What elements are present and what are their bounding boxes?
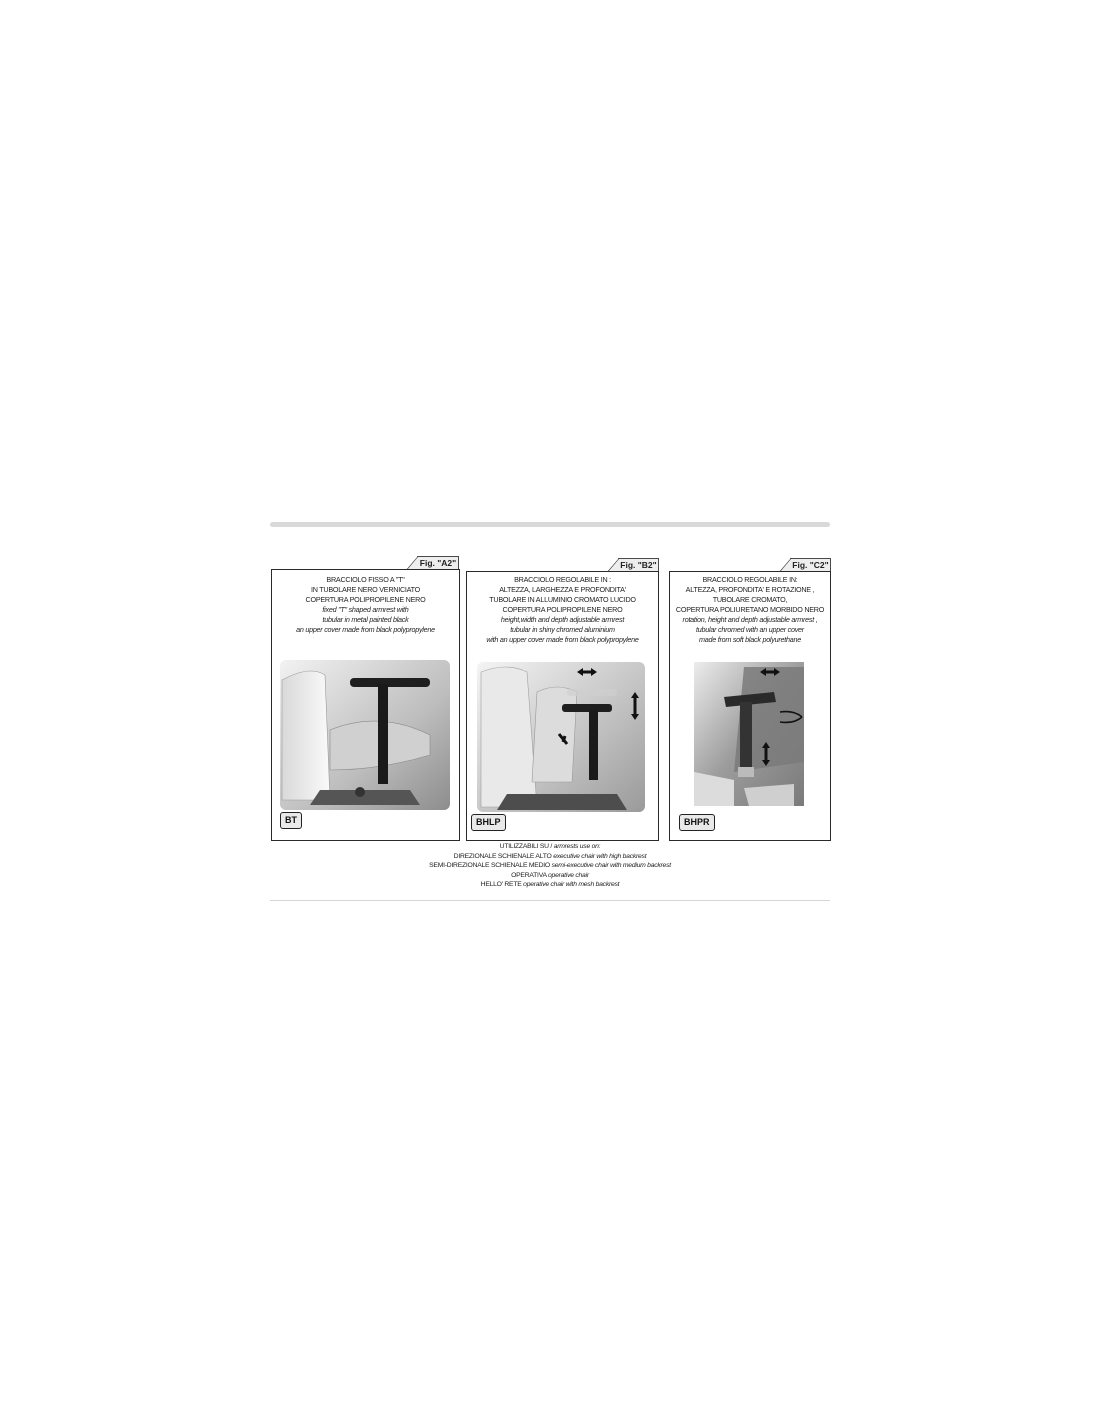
desc-line: COPERTURA POLIURETANO MORBIDO NERO <box>675 605 825 614</box>
desc-line: BRACCIOLO REGOLABILE IN: <box>702 575 798 584</box>
figure-tab-a2: Fig. "A2" <box>417 556 459 570</box>
armrest-card-bhpr <box>669 571 831 841</box>
product-code-badge: BHPR <box>679 814 715 831</box>
usage-item <box>270 861 830 871</box>
top-divider <box>270 522 830 527</box>
desc-line-en: rotation, height and depth adjustable armrest , <box>682 615 818 624</box>
desc-line-en: height,width and depth adjustable armrest <box>500 615 625 624</box>
usage-item-en: operative chair <box>548 871 589 879</box>
usage-heading-it: UTILIZZABILI SU / <box>499 843 553 850</box>
armrest-card-bt <box>271 569 460 841</box>
armrest-description <box>467 575 658 645</box>
desc-line-en: tubular in metal painted black <box>322 615 409 624</box>
usage-notes <box>270 842 830 890</box>
usage-item-it: DIREZIONALE SCHIENALE ALTO <box>453 852 552 860</box>
desc-line: IN TUBOLARE NERO VERNICIATO <box>310 585 421 594</box>
armrest-photo-bt <box>280 660 450 810</box>
usage-item-en: executive chair with high backrest <box>553 852 647 860</box>
desc-line: ALTEZZA, PROFONDITA' E ROTAZIONE , <box>685 585 815 594</box>
armrest-card-bhlp <box>466 571 659 841</box>
desc-line: ALTEZZA, LARGHEZZA E PROFONDITA' <box>499 585 626 594</box>
desc-line-en: made from soft black polyurethane <box>698 635 802 644</box>
usage-item <box>270 871 830 881</box>
usage-heading-en: armrests use on: <box>553 843 601 850</box>
desc-line: COPERTURA POLIPROPILENE NERO <box>305 595 426 604</box>
figure-tab-c2: Fig. "C2" <box>790 558 831 572</box>
desc-line: COPERTURA POLIPROPILENE NERO <box>502 605 623 614</box>
usage-item-en: semi-executive chair with medium backrest <box>551 862 671 869</box>
armrest-description <box>670 575 830 645</box>
desc-line-en: fixed "T" shaped armrest with <box>322 605 409 614</box>
usage-item-it: SEMI-DIREZIONALE SCHIENALE MEDIO <box>429 862 550 869</box>
figure-tab-b2: Fig. "B2" <box>618 558 659 572</box>
desc-line-en: with an upper cover made from black polypropylene <box>486 635 639 644</box>
desc-line: TUBOLARE IN ALLUMINIO CROMATO LUCIDO <box>489 595 636 604</box>
desc-line-en: an upper cover made from black polypropylene <box>296 625 435 634</box>
armrest-photo-bhpr <box>694 662 804 806</box>
desc-line-en: tubular in shiny chromed aluminium <box>510 625 615 634</box>
usage-item-en: operative chair with mesh backrest <box>523 881 620 888</box>
usage-item <box>270 852 830 862</box>
desc-line: TUBOLARE CROMATO, <box>712 595 788 604</box>
usage-item-it: HELLO' RETE <box>480 881 522 888</box>
product-code-badge: BT <box>280 812 302 829</box>
desc-line-en: tubular chromed with an upper cover <box>696 625 804 634</box>
usage-item-it: OPERATIVA <box>511 871 547 879</box>
desc-line: BRACCIOLO REGOLABILE IN : <box>514 575 611 584</box>
desc-line: BRACCIOLO FISSO A "T" <box>326 575 405 584</box>
armrest-description <box>272 575 459 635</box>
usage-heading <box>270 842 830 852</box>
usage-item <box>270 880 830 890</box>
armrest-photo-bhlp <box>477 662 645 812</box>
product-code-badge: BHLP <box>471 814 506 831</box>
bottom-divider <box>270 900 830 901</box>
